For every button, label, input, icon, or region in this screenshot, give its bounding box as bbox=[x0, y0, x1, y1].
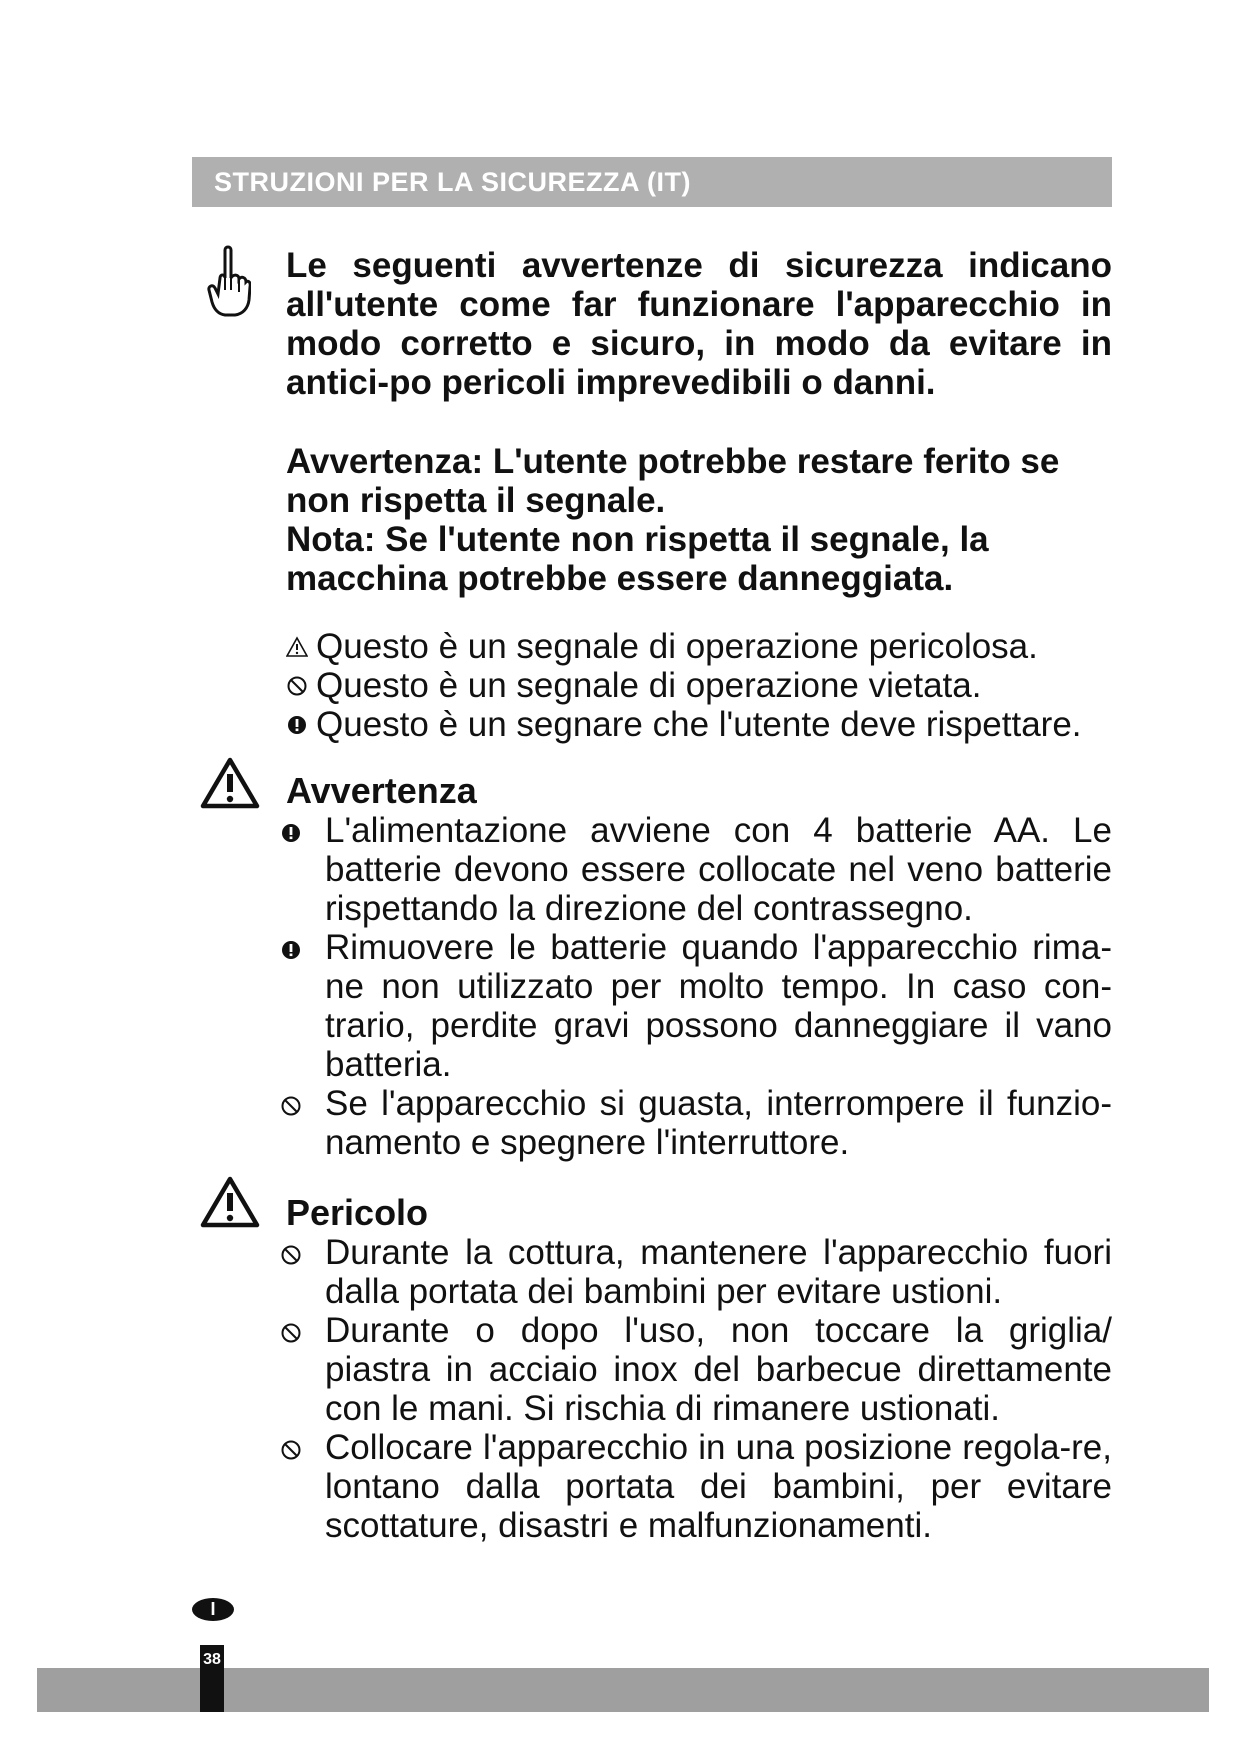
warning-definition: Avvertenza: L'utente potrebbe restare ferito se non rispetta il segnale. bbox=[286, 442, 1060, 520]
legend-text: Questo è un segnale di operazione pericolosa. bbox=[316, 627, 1038, 666]
legend-text: Questo è un segnare che l'utente deve rispettare. bbox=[316, 705, 1082, 744]
list-item-text: Rimuovere le batterie quando l'apparecchio rima-ne non utilizzato per molto tempo. In caso con-trario, perdite gravi possono danneggiare il vano batteria. bbox=[325, 928, 1112, 1084]
legend-item bbox=[286, 705, 1112, 744]
prohibited-icon bbox=[280, 1322, 302, 1344]
warning-triangle-icon bbox=[200, 1176, 260, 1228]
prohibited-icon bbox=[280, 1095, 302, 1117]
list-item bbox=[286, 928, 1112, 1084]
list-item bbox=[286, 1084, 1112, 1162]
section-header: STRUZIONI PER LA SICUREZZA (IT) bbox=[192, 157, 1112, 207]
legend-item bbox=[286, 666, 1112, 705]
list-item-text: Durante la cottura, mantenere l'apparecchio fuori dalla portata dei bambini per evitare ustioni. bbox=[325, 1233, 1112, 1311]
page-number: 38 bbox=[200, 1645, 224, 1712]
list-item bbox=[286, 1233, 1112, 1311]
section-title: Avvertenza bbox=[286, 770, 477, 811]
list-item-text: Se l'apparecchio si guasta, interrompere il funzio-namento e spegnere l'interruttore. bbox=[325, 1084, 1112, 1162]
list-item bbox=[286, 1311, 1112, 1428]
list-item-text: Collocare l'apparecchio in una posizione regola-re, lontano dalla portata dei bambini, per evitare scottature, disastri e malfunzionamenti. bbox=[325, 1428, 1112, 1545]
symbol-legend bbox=[286, 627, 1112, 744]
list-item bbox=[286, 1428, 1112, 1545]
mandatory-icon bbox=[280, 822, 302, 844]
note-definition: Nota: Se l'utente non rispetta il segnale, la macchina potrebbe essere danneggiata. bbox=[286, 520, 989, 598]
language-badge: I bbox=[192, 1598, 234, 1621]
list-item-text: L'alimentazione avviene con 4 batterie AA. Le batterie devono essere collocate nel veno batterie rispettando la direzione del contrassegno. bbox=[325, 811, 1112, 928]
warning-triangle-icon bbox=[286, 636, 308, 658]
prohibited-icon bbox=[286, 675, 308, 697]
avvertenza-section bbox=[286, 771, 1112, 1162]
section-title: Pericolo bbox=[286, 1192, 429, 1233]
prohibited-icon bbox=[280, 1244, 302, 1266]
mandatory-icon bbox=[280, 939, 302, 961]
legend-item bbox=[286, 627, 1112, 666]
pericolo-section bbox=[286, 1193, 1112, 1545]
list-item bbox=[286, 811, 1112, 928]
warning-triangle-icon bbox=[200, 757, 260, 809]
intro-text: Le seguenti avvertenze di sicurezza indicano all'utente come far funzionare l'apparecchio in modo corretto e sicuro, in modo da evitare in antici-po pericoli imprevedibili o danni. bbox=[286, 246, 1112, 402]
legend-text: Questo è un segnale di operazione vietata. bbox=[316, 666, 982, 705]
pointing-hand-icon bbox=[205, 244, 251, 318]
signal-explanation bbox=[286, 442, 1112, 598]
list-item-text: Durante o dopo l'uso, non toccare la griglia/ piastra in acciaio inox del barbecue direttamente con le mani. Si rischia di rimanere ustionati. bbox=[325, 1311, 1112, 1428]
prohibited-icon bbox=[280, 1439, 302, 1461]
mandatory-icon bbox=[286, 714, 308, 736]
